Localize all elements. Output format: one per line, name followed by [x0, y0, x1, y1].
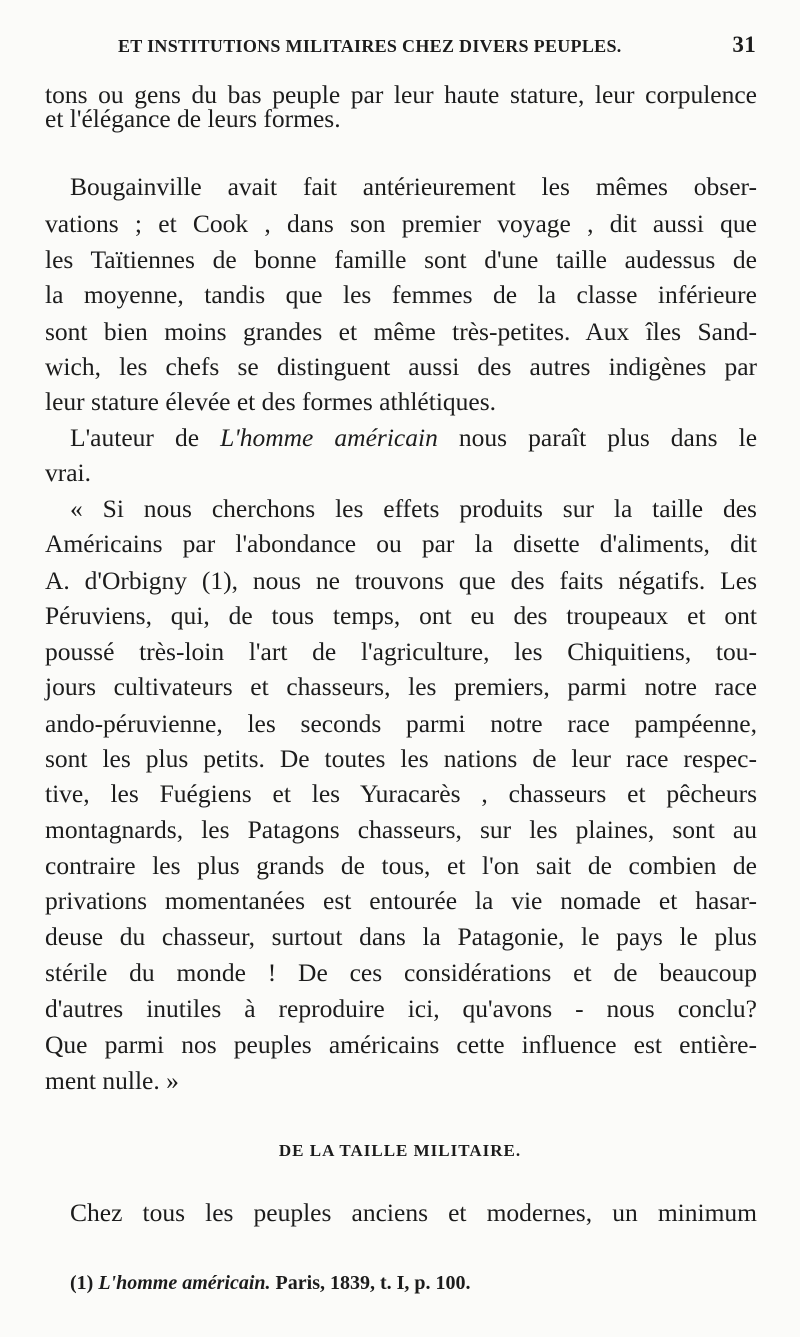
- text-line: vations ; et Cook , dans son premier voyage , dit aussi que: [45, 209, 757, 238]
- footnote-marker: (1): [70, 1272, 94, 1294]
- quote-start: « Si nous cherchons les effets produits sur la taille des: [70, 494, 757, 523]
- text-line: deuse du chasseur, surtout dans la Patagonie, le pays le plus: [45, 922, 757, 951]
- running-title: ET INSTITUTIONS MILITAIRES CHEZ DIVERS PEUPLES.: [118, 36, 622, 56]
- footnote: [70, 1272, 471, 1295]
- paragraph-start: [70, 423, 757, 453]
- paragraph-start: Bougainville avait fait antérieurement les mêmes obser-: [70, 172, 757, 201]
- text-line: ando-péruvienne, les seconds parmi notre race pampéenne,: [45, 709, 757, 738]
- text-line: stérile du monde ! De ces considérations et de beaucoup: [45, 958, 757, 987]
- text-line: Américains par l'abondance ou par la disette d'aliments, dit: [45, 529, 757, 558]
- section-title: DE LA TAILLE MILITAIRE.: [278, 1141, 522, 1160]
- book-title-italic: L'homme américain: [220, 423, 438, 452]
- text-line: Péruviens, qui, de tous temps, ont eu des troupeaux et ont: [45, 601, 757, 630]
- text-line: tons ou gens du bas peuple par leur haute stature, leur corpulence: [45, 80, 757, 109]
- text-segment: L'auteur de: [70, 423, 200, 452]
- text-line: contraire les plus grands de tous, et l'on sait de combien de: [45, 851, 757, 880]
- text-line: sont bien moins grandes et même très-petites. Aux îles Sand-: [45, 317, 757, 346]
- text-line: ment nulle. »: [45, 1066, 179, 1095]
- page-number: 31: [732, 32, 756, 57]
- text-line: d'autres inutiles à reproduire ici, qu'avons - nous conclu?: [45, 994, 757, 1023]
- text-line: A. d'Orbigny (1), nous ne trouvons que des faits négatifs. Les: [45, 566, 757, 595]
- text-line: montagnards, les Patagons chasseurs, sur les plaines, sont au: [45, 815, 757, 844]
- footnote-title: L'homme américain.: [98, 1272, 271, 1294]
- text-line: et l'élégance de leurs formes.: [45, 104, 341, 133]
- text-line: jours cultivateurs et chasseurs, les premiers, parmi notre race: [45, 672, 757, 701]
- text-line: poussé très-loin l'art de l'agriculture, les Chiquitiens, tou-: [45, 637, 757, 666]
- text-line: tive, les Fuégiens et les Yuracarès , chasseurs et pêcheurs: [45, 779, 757, 808]
- text-line: privations momentanées est entourée la vie nomade et hasar-: [45, 886, 757, 915]
- text-line: leur stature élevée et des formes athlétiques.: [45, 387, 497, 416]
- text-line: les Taïtiennes de bonne famille sont d'une taille audessus de: [45, 245, 757, 274]
- text-line: vrai.: [45, 458, 92, 487]
- footnote-text: Paris, 1839, t. I, p. 100.: [275, 1272, 471, 1294]
- paragraph-start: Chez tous les peuples anciens et modernes, un minimum: [70, 1198, 757, 1227]
- text-line: la moyenne, tandis que les femmes de la classe inférieure: [45, 280, 757, 309]
- text-segment: nous paraît plus dans le: [458, 423, 758, 452]
- text-line: Que parmi nos peuples américains cette influence est entière-: [45, 1030, 757, 1059]
- text-line: wich, les chefs se distinguent aussi des autres indigènes par: [45, 352, 757, 381]
- text-line: sont les plus petits. De toutes les nations de leur race respec-: [45, 744, 757, 773]
